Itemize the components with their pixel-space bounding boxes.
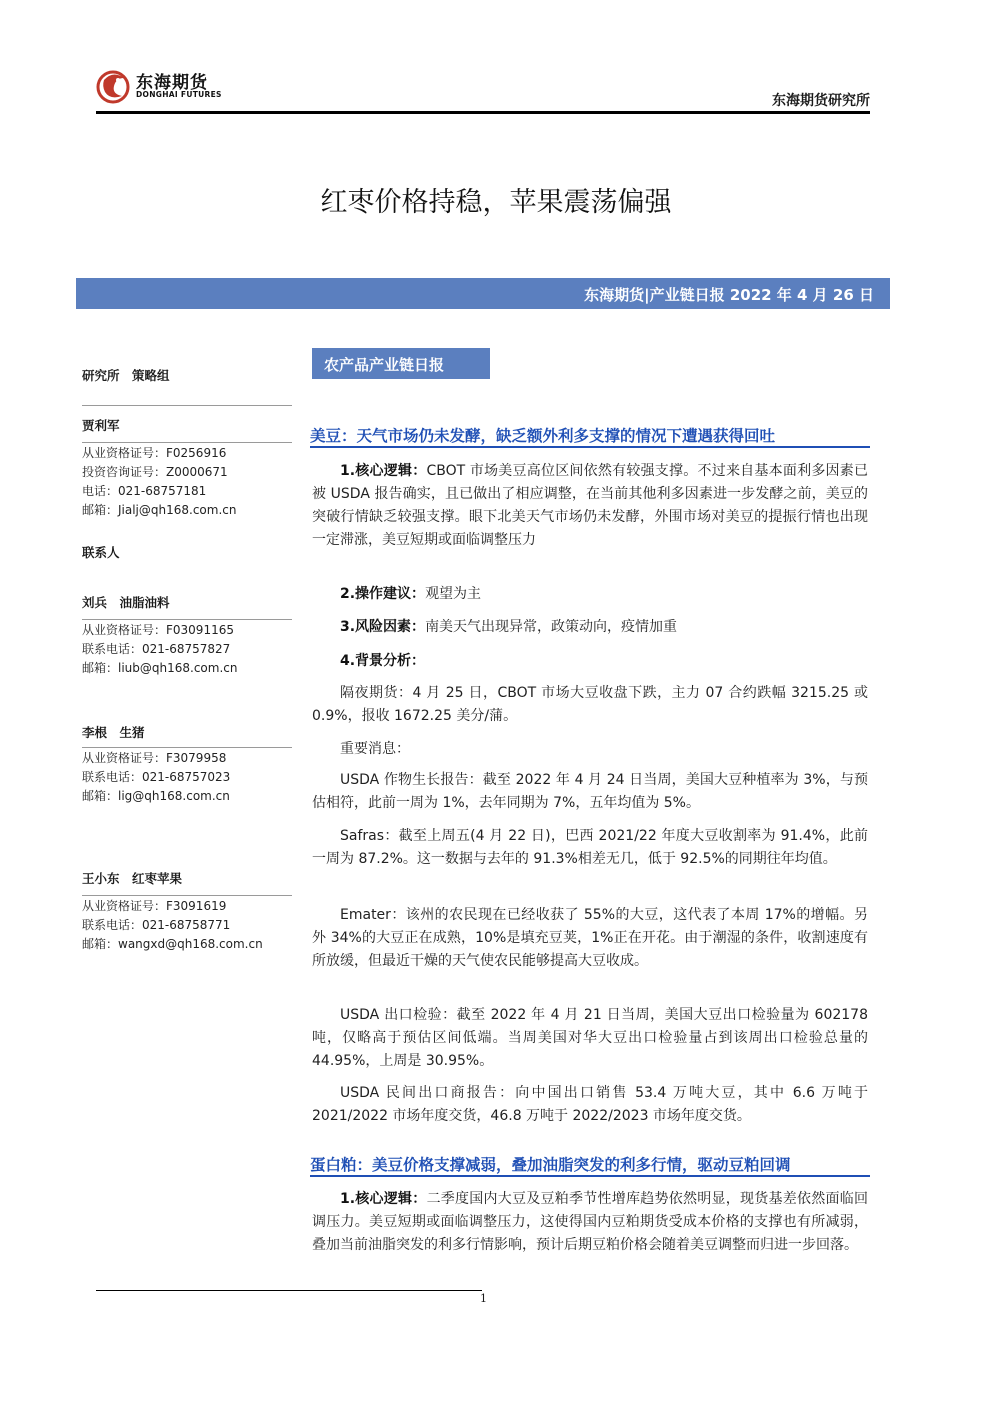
soybean-heading: 美豆：天气市场仍未发酵，缺乏额外利多支撑的情况下遭遇获得回吐 [310, 427, 776, 445]
risk-label: 3.风险因素： [340, 619, 426, 635]
contact-name: 刘兵 油脂油料 [82, 595, 170, 610]
background-paragraph: 隔夜期货：4 月 25 日，CBOT 市场大豆收盘下跌，主力 07 合约跌幅 3215.25 或 0.9%，报收 1672.25 美分/蒲。 [312, 685, 868, 724]
meal-heading: 蛋白粕：美豆价格支撑减弱，叠加油脂突发的利多行情，驱动豆粕回调 [310, 1156, 791, 1174]
analyst-name: 贾利军 [82, 418, 120, 433]
logo-chinese-name: 东海期货 [136, 73, 208, 93]
institute-name: 东海期货研究所 [772, 93, 870, 109]
heading-underline [310, 446, 870, 448]
background-paragraph: Safras：截至上周五(4 月 22 日)，巴西 2021/22 年度大豆收割率为 91.4%，此前一周为 87.2%。这一数据与去年的 91.3%相差无几，低于 92.5%的同期往年均值。 [312, 828, 868, 867]
dragon-logo-icon [96, 66, 132, 106]
license-number: 从业资格证号：F3091619 [82, 899, 227, 913]
soybean-background-label [312, 650, 868, 673]
company-logo [96, 66, 226, 108]
divider [82, 405, 292, 406]
phone: 联系电话：021-68757023 [82, 770, 231, 784]
header-divider [96, 111, 870, 114]
background-paragraph: 重要消息： [340, 741, 410, 757]
soybean-risk [312, 616, 868, 639]
contacts-label: 联系人 [82, 545, 120, 560]
section-tag-text: 农产品产业链日报 [324, 356, 445, 374]
footer-divider [96, 1290, 482, 1291]
contact-name: 王小东 红枣苹果 [82, 871, 183, 886]
section-tag [312, 348, 490, 379]
email: 邮箱：liub@qh168.com.cn [82, 661, 238, 675]
divider [82, 747, 292, 748]
meal-core-logic [312, 1188, 868, 1257]
divider [82, 619, 292, 620]
soybean-advice [312, 583, 868, 606]
dept-label: 研究所 策略组 [82, 368, 170, 383]
core-logic-text: CBOT 市场美豆高位区间依然有较强支撑。不过来自基本面利多因素已被 USDA 报告确实，且已做出了相应调整，在当前其他利多因素进一步发酵之前，美豆的突破行情缺乏较强支撑。眼下北美天气市场仍未发酵，外围市场对美豆的提振行情也出现一定滞涨，美豆短期或面临调整压力 [312, 463, 868, 548]
license-number: 从业资格证号：F0256916 [82, 446, 227, 460]
core-logic-text: 二季度国内大豆及豆粕季节性增库趋势依然明显，现货基差依然面临回调压力。美豆短期或面临调整压力，这使得国内豆粕期货受成本价格的支撑也有所减弱，叠加当前油脂突发的利多行情影响，预计后期豆粕价格会随着美豆调整而归进一步回落。 [312, 1191, 869, 1253]
report-title: 红枣价格持稳，苹果震荡偏强 [320, 187, 672, 218]
risk-text: 南美天气出现异常，政策动向，疫情加重 [425, 619, 678, 635]
contact-details [82, 621, 292, 678]
background-label: 4.背景分析： [340, 653, 426, 669]
divider [82, 442, 292, 443]
banner-text: 东海期货|产业链日报 2022 年 4 月 26 日 [584, 286, 874, 304]
advice-text: 观望为主 [425, 586, 482, 602]
background-paragraph: Emater：该州的农民现在已经收获了 55%的大豆，这代表了本周 17%的增幅。另外 34%的大豆正在成熟，10%是填充豆荚，1%正在开花。由于潮湿的条件，收割速度有所放缓，但最近干燥的天气使农民能够提高大豆收成。 [312, 907, 868, 969]
background-paragraph: USDA 作物生长报告：截至 2022 年 4 月 24 日当周，美国大豆种植率为 3%，与预估相符，此前一周为 1%，去年同期为 7%，五年均值为 5%。 [312, 772, 868, 811]
background-paragraph: USDA 民间出口商报告：向中国出口销售 53.4 万吨大豆，其中 6.6 万吨于 2021/2022 市场年度交货，46.8 万吨于 2022/2023 市场年度交货。 [312, 1085, 868, 1124]
contact-name: 李根 生猪 [82, 725, 145, 740]
consult-number: 投资咨询证号：Z0000671 [82, 465, 228, 479]
email: 邮箱：lig@qh168.com.cn [82, 789, 230, 803]
advice-label: 2.操作建议： [340, 586, 426, 602]
divider [82, 895, 292, 896]
logo-english-name: DONGHAI FUTURES [136, 90, 222, 99]
phone: 联系电话：021-68757827 [82, 642, 231, 656]
core-logic-label: 1.核心逻辑： [340, 1191, 427, 1207]
license-number: 从业资格证号：F03091165 [82, 623, 234, 637]
license-number: 从业资格证号：F3079958 [82, 751, 227, 765]
report-banner [76, 278, 890, 309]
email: 邮箱：Jialj@qh168.com.cn [82, 503, 237, 517]
background-paragraph: USDA 出口检验：截至 2022 年 4 月 21 日当周，美国大豆出口检验量为 602178 吨，仅略高于预估区间低端。当周美国对华大豆出口检验量占到该周出口检验总量的 44.95%，上周是 30.95%。 [312, 1007, 868, 1069]
analyst-details [82, 444, 292, 520]
soybean-core-logic [312, 460, 868, 552]
core-logic-label: 1.核心逻辑： [340, 463, 427, 479]
phone: 电话：021-68757181 [82, 484, 207, 498]
email: 邮箱：wangxd@qh168.com.cn [82, 937, 263, 951]
phone: 联系电话：021-68758771 [82, 918, 231, 932]
contact-details [82, 749, 292, 806]
page-number: 1 [480, 1292, 487, 1305]
contact-details [82, 897, 292, 954]
heading-underline [310, 1175, 870, 1177]
